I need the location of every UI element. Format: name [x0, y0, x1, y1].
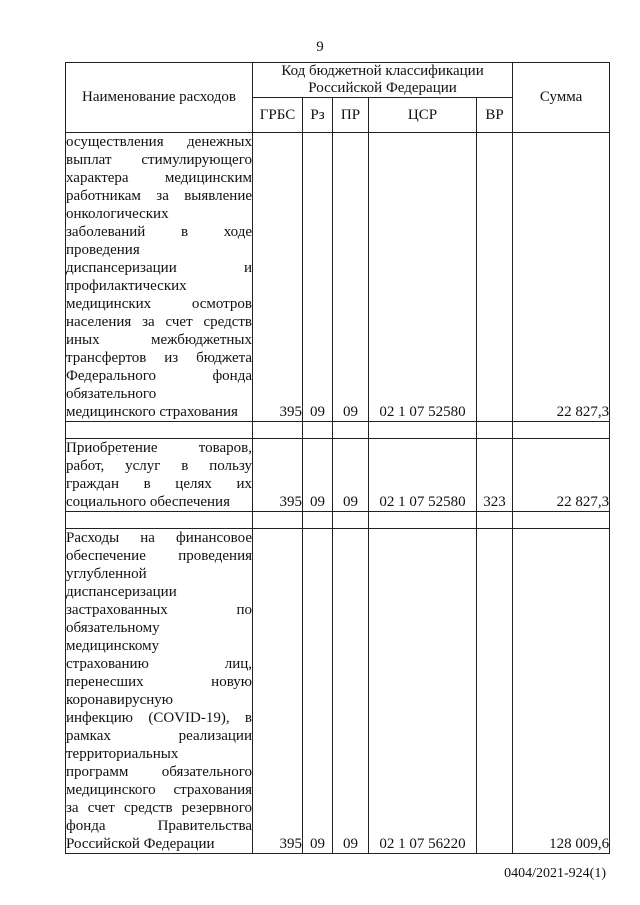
expense-name-line: медицинского страхования [66, 782, 252, 798]
cell-expense-name [66, 133, 253, 422]
expense-name-line: граждан в целях их [66, 476, 252, 492]
expense-name-line: инфекцию (COVID-19), в [66, 710, 252, 726]
cell-expense-name [66, 439, 253, 512]
cell-pr: 09 [333, 439, 369, 512]
spacer-cell [66, 422, 253, 439]
expense-name-line: профилактических [66, 278, 187, 294]
header-code [253, 63, 513, 98]
table-header [66, 63, 610, 133]
spacer-cell [303, 512, 333, 529]
table-body [66, 133, 610, 854]
spacer-cell [369, 512, 477, 529]
expense-name-line: обязательного [66, 386, 157, 402]
header-grbs: ГРБС [253, 98, 303, 133]
expense-name-line: медицинских осмотров [66, 296, 252, 312]
spacer-cell [369, 422, 477, 439]
expense-name-line: перенесших новую [66, 674, 252, 690]
spacer-cell [477, 422, 513, 439]
cell-csr: 02 1 07 52580 [369, 439, 477, 512]
cell-rz: 09 [303, 529, 333, 854]
expense-name-line: обеспечение проведения [66, 548, 252, 564]
expense-name-line: диспансеризации [66, 584, 177, 600]
spacer-cell [253, 422, 303, 439]
header-code-line2: Российской Федерации [308, 80, 457, 96]
cell-expense-name [66, 529, 253, 854]
header-code-line1: Код бюджетной классификации [281, 63, 484, 79]
expense-name-line: Российской Федерации [66, 836, 215, 852]
document-code: 0404/2021-924(1) [504, 866, 606, 881]
expense-name-line: осуществления денежных [66, 134, 252, 150]
cell-grbs: 395 [253, 529, 303, 854]
expense-name-line: заболеваний в ходе [66, 224, 252, 240]
cell-csr: 02 1 07 52580 [369, 133, 477, 422]
expense-name-line: иных межбюджетных [66, 332, 252, 348]
expense-name-line: застрахованных по [66, 602, 252, 618]
expense-name-line: трансфертов из бюджета [66, 350, 252, 366]
spacer-cell [333, 512, 369, 529]
cell-rz: 09 [303, 439, 333, 512]
spacer-cell [477, 512, 513, 529]
expense-name-line: социального обеспечения [66, 494, 230, 510]
spacer-row [66, 422, 610, 439]
expense-name-line: обязательному [66, 620, 160, 636]
expense-name-line: выплат стимулирующего [66, 152, 252, 168]
spacer-cell [513, 512, 610, 529]
budget-table [65, 62, 610, 854]
spacer-row [66, 512, 610, 529]
cell-csr: 02 1 07 56220 [369, 529, 477, 854]
expense-name-line: коронавирусную [66, 692, 174, 708]
expense-name-line: медицинского страхования [66, 404, 238, 420]
table-row [66, 439, 610, 512]
expense-name-line: Расходы на финансовое [66, 530, 252, 546]
expense-name-line: проведения [66, 242, 140, 258]
expense-name-line: территориальных [66, 746, 179, 762]
expense-name-line: рамках реализации [66, 728, 252, 744]
expense-name-line: фонда Правительства [66, 818, 252, 834]
expense-name-line: программ обязательного [66, 764, 252, 780]
cell-sum: 22 827,3 [513, 133, 610, 422]
expense-name-line: онкологических [66, 206, 169, 222]
cell-vr [477, 529, 513, 854]
expense-name-line: работ, услуг в пользу [66, 458, 252, 474]
table-row [66, 133, 610, 422]
header-csr: ЦСР [369, 98, 477, 133]
expense-name-line: медицинскому [66, 638, 160, 654]
expense-name-line: диспансеризации и [66, 260, 252, 276]
cell-vr [477, 133, 513, 422]
header-pr: ПР [333, 98, 369, 133]
page-number: 9 [316, 39, 324, 55]
cell-vr: 323 [477, 439, 513, 512]
header-name: Наименование расходов [66, 63, 253, 133]
cell-grbs: 395 [253, 133, 303, 422]
expense-name-line: населения за счет средств [66, 314, 252, 330]
spacer-cell [513, 422, 610, 439]
spacer-cell [333, 422, 369, 439]
header-rz: Рз [303, 98, 333, 133]
expense-name-line: Приобретение товаров, [66, 440, 252, 456]
expense-name-line: углубленной [66, 566, 147, 582]
cell-grbs: 395 [253, 439, 303, 512]
table-row [66, 529, 610, 854]
expense-name-line: характера медицинским [66, 170, 252, 186]
cell-sum: 128 009,6 [513, 529, 610, 854]
expense-name-line: Федерального фонда [66, 368, 252, 384]
cell-rz: 09 [303, 133, 333, 422]
spacer-cell [66, 512, 253, 529]
spacer-cell [253, 512, 303, 529]
cell-sum: 22 827,3 [513, 439, 610, 512]
expense-name-line: страхованию лиц, [66, 656, 252, 672]
spacer-cell [303, 422, 333, 439]
header-vr: ВР [477, 98, 513, 133]
header-sum: Сумма [513, 63, 610, 133]
expense-name-line: за счет средств резервного [66, 800, 252, 816]
cell-pr: 09 [333, 133, 369, 422]
expense-name-line: работникам за выявление [66, 188, 252, 204]
cell-pr: 09 [333, 529, 369, 854]
